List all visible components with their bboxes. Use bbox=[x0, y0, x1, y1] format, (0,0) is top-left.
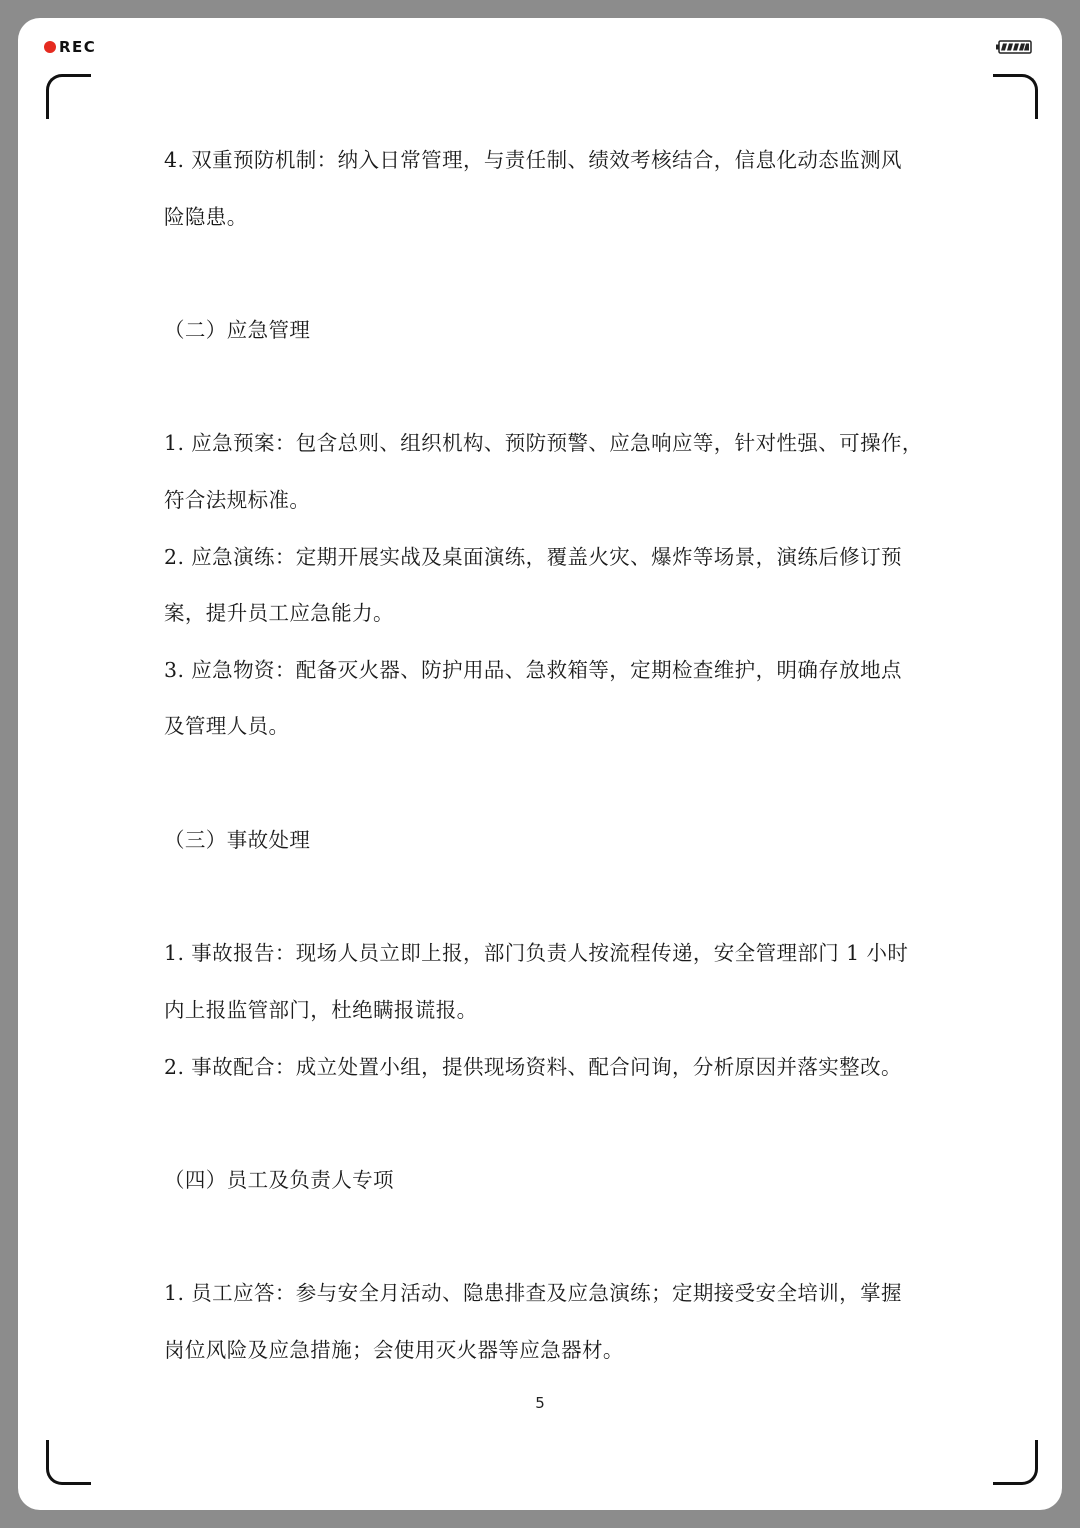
paragraph-line: 案，提升员工应急能力。 bbox=[164, 601, 394, 625]
document-page bbox=[18, 18, 1062, 1510]
section-heading: （二）应急管理 bbox=[164, 318, 311, 342]
paragraph-line: 4. 双重预防机制：纳入日常管理，与责任制、绩效考核结合，信息化动态监测风 bbox=[164, 148, 902, 172]
paragraph-line: 3. 应急物资：配备灭火器、防护用品、急救箱等，定期检查维护，明确存放地点 bbox=[164, 658, 902, 682]
paragraph-line: 及管理人员。 bbox=[164, 714, 290, 738]
paragraph-line: 2. 事故配合：成立处置小组，提供现场资料、配合问询，分析原因并落实整改。 bbox=[164, 1055, 902, 1079]
recording-indicator bbox=[44, 38, 96, 56]
section-heading: （三）事故处理 bbox=[164, 828, 311, 852]
paragraph-line: 2. 应急演练：定期开展实战及桌面演练，覆盖火灾、爆炸等场景，演练后修订预 bbox=[164, 545, 902, 569]
viewfinder-corner-bottom-left bbox=[46, 1440, 91, 1485]
paragraph-line: 内上报监管部门，杜绝瞒报谎报。 bbox=[164, 998, 478, 1022]
record-dot-icon bbox=[44, 41, 56, 53]
paragraph-line: 符合法规标准。 bbox=[164, 488, 311, 512]
paragraph-line: 1. 应急预案：包含总则、组织机构、预防预警、应急响应等，针对性强、可操作， bbox=[164, 431, 923, 455]
battery-full-icon bbox=[996, 40, 1032, 54]
viewfinder-corner-top-right bbox=[993, 74, 1038, 119]
page-number: 5 bbox=[535, 1394, 545, 1412]
viewfinder-corner-bottom-right bbox=[993, 1440, 1038, 1485]
paragraph-line: 1. 事故报告：现场人员立即上报，部门负责人按流程传递，安全管理部门 1 小时 bbox=[164, 941, 909, 965]
paragraph-line: 险隐患。 bbox=[164, 205, 248, 229]
section-heading: （四）员工及负责人专项 bbox=[164, 1168, 394, 1192]
paragraph-line: 1. 员工应答：参与安全月活动、隐患排查及应急演练；定期接受安全培训，掌握 bbox=[164, 1281, 902, 1305]
rec-label: REC bbox=[59, 38, 97, 56]
paragraph-line: 岗位风险及应急措施；会使用灭火器等应急器材。 bbox=[164, 1338, 624, 1362]
viewfinder-corner-top-left bbox=[46, 74, 91, 119]
